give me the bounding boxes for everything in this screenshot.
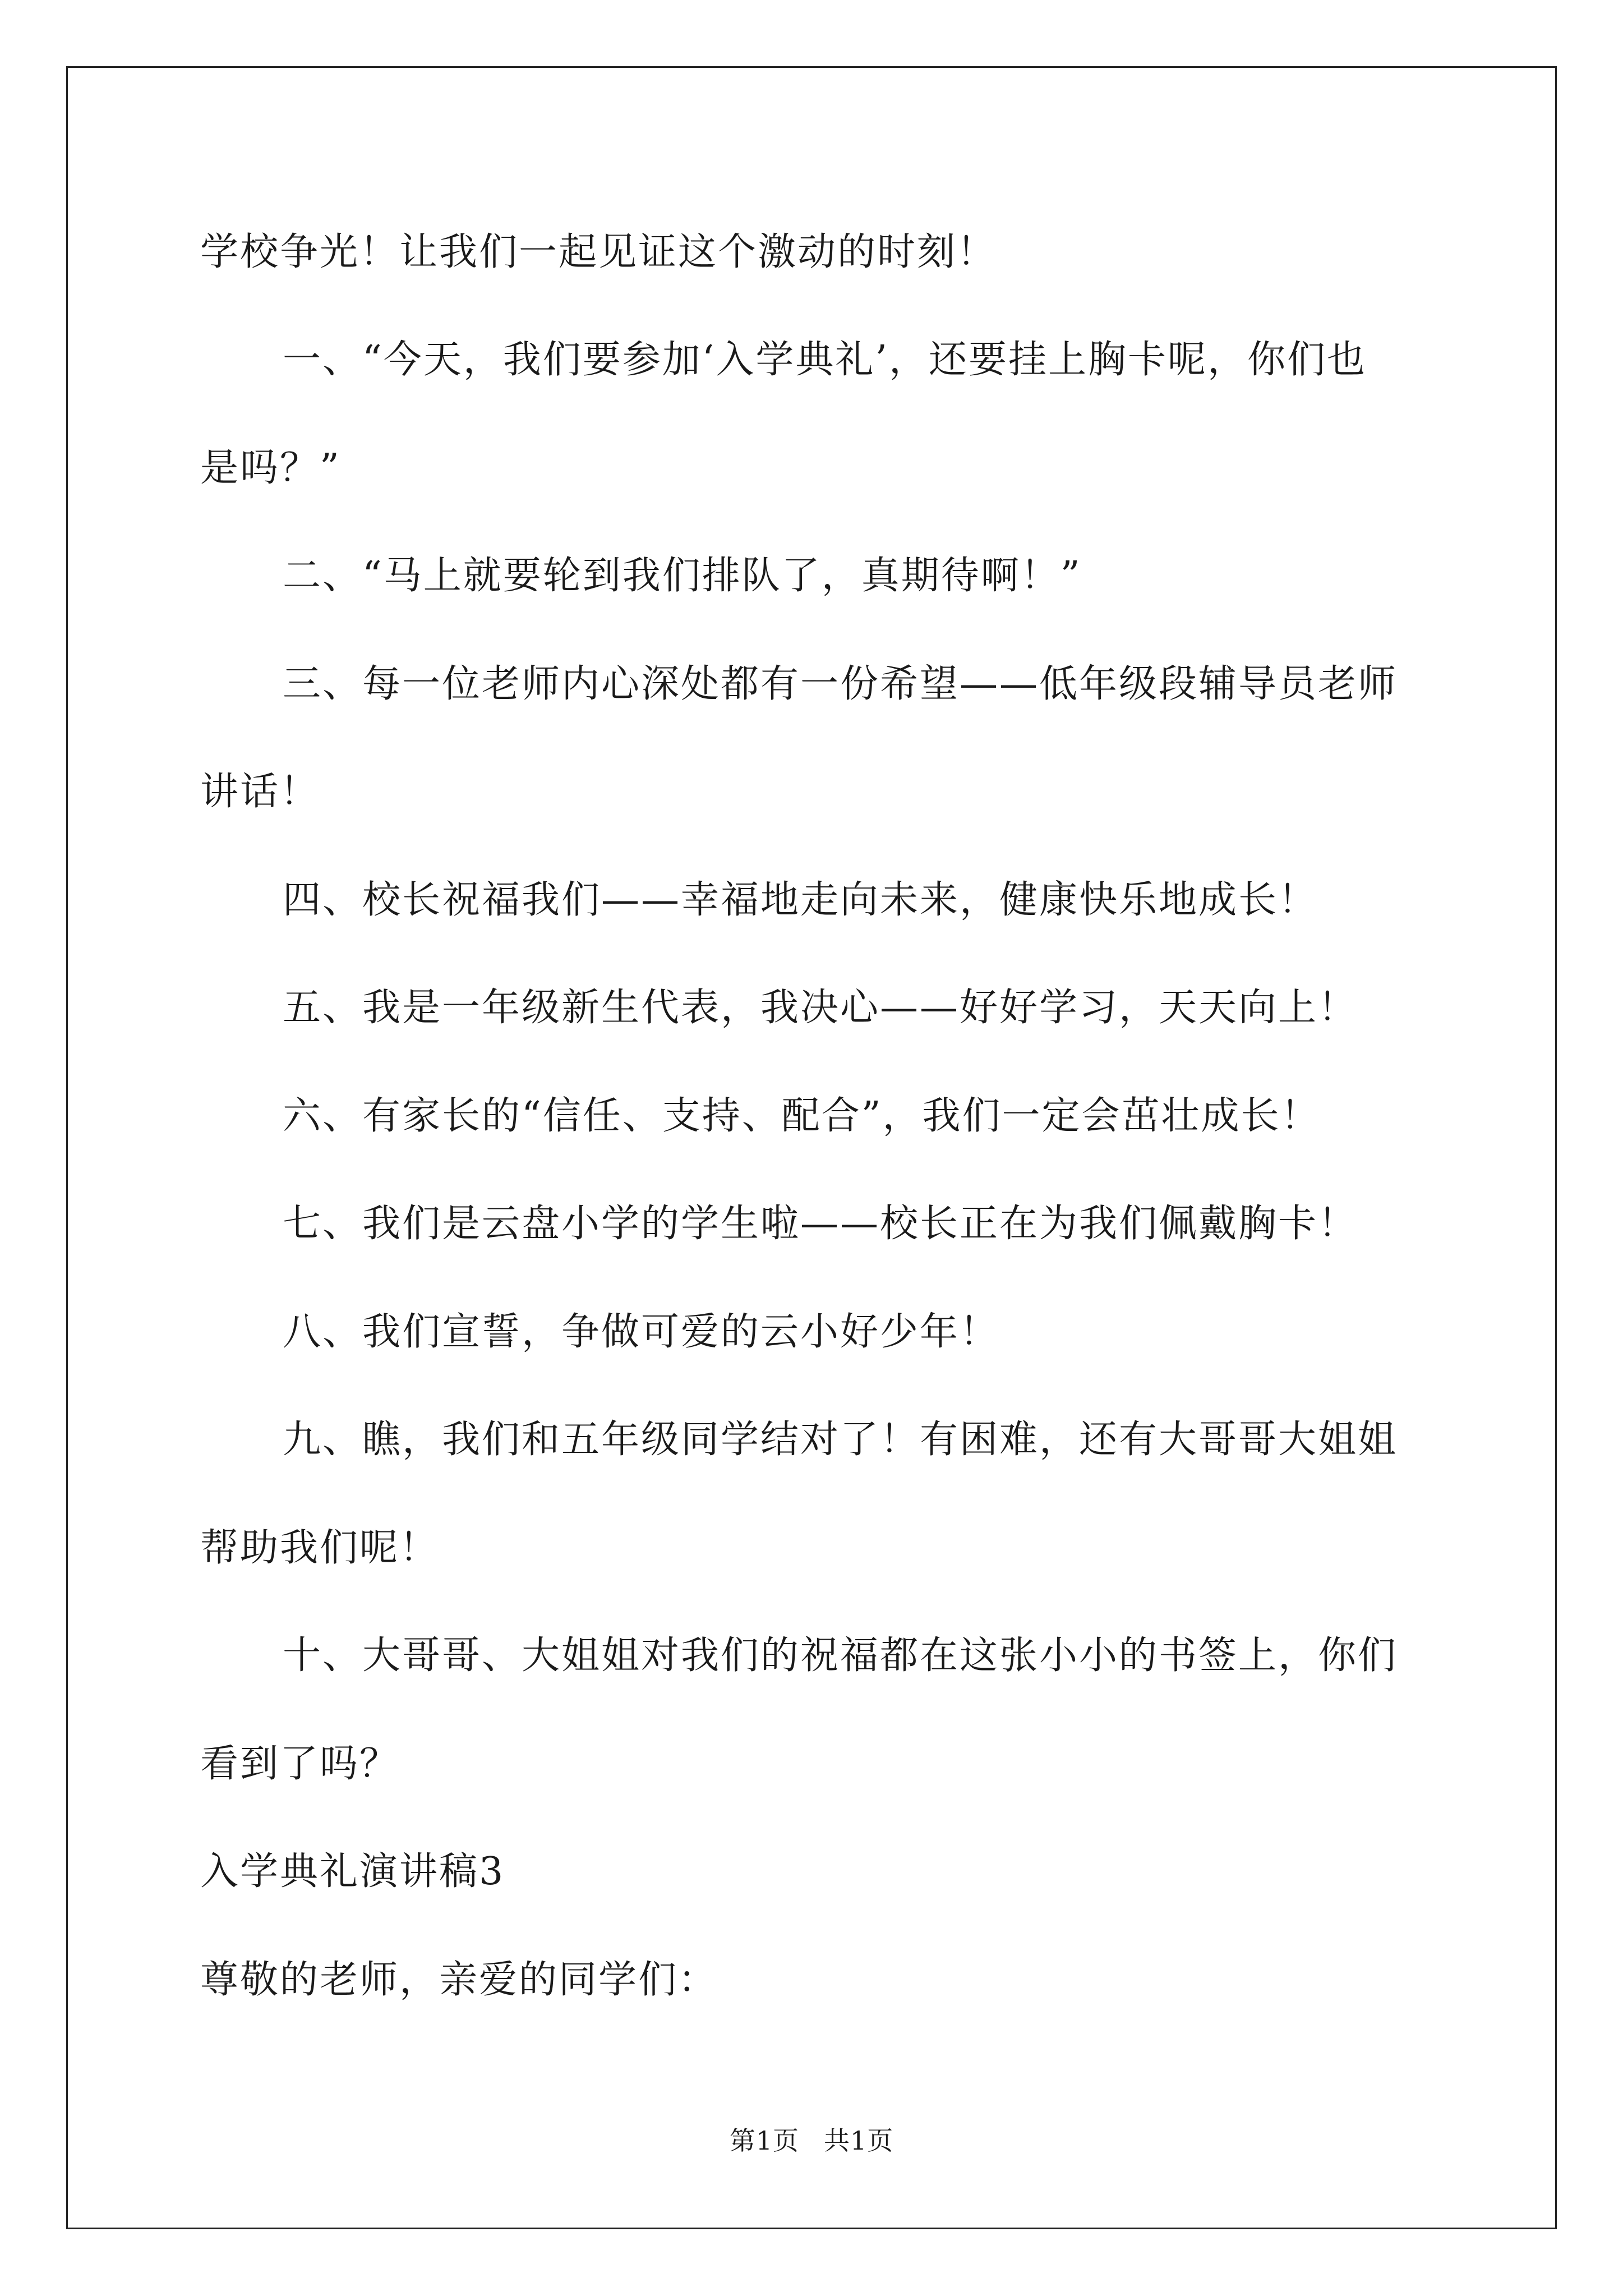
page-footer bbox=[0, 2125, 1623, 2156]
text-line: 看到了吗？ bbox=[200, 1742, 400, 1786]
text-line: 八、我们宣誓，争做可爱的云小好少年！ bbox=[283, 1310, 1000, 1354]
text-line: 尊敬的老师，亲爱的同学们： bbox=[200, 1958, 718, 2002]
text-line: 十、大哥哥、大姐姐对我们的祝福都在这张小小的书签上，你们 bbox=[283, 1634, 1398, 1678]
text-line: 四、校长祝福我们——幸福地走向未来，健康快乐地成长！ bbox=[283, 878, 1318, 922]
section-heading: 入学典礼演讲稿3 bbox=[200, 1849, 505, 1894]
page-number: 第1页 bbox=[729, 2125, 799, 2156]
text-line: 三、每一位老师内心深处都有一份希望——低年级段辅导员老师 bbox=[283, 662, 1398, 706]
text-line: 是吗？” bbox=[200, 446, 341, 490]
text-line: 六、有家长的“信任、支持、配合”，我们一定会茁壮成长！ bbox=[283, 1094, 1321, 1138]
text-line: 学校争光！让我们一起见证这个激动的时刻！ bbox=[200, 230, 997, 274]
text-line: 帮助我们呢！ bbox=[200, 1526, 440, 1570]
text-line: 一、“今天，我们要参加‘入学典礼’，还要挂上胸卡呢，你们也 bbox=[283, 338, 1367, 382]
text-line: 五、我是一年级新生代表，我决心——好好学习，天天向上！ bbox=[283, 986, 1358, 1030]
text-line: 二、“马上就要轮到我们排队了，真期待啊！” bbox=[283, 554, 1082, 598]
page-border bbox=[66, 66, 1557, 2229]
text-line: 讲话！ bbox=[200, 770, 320, 814]
text-line: 九、瞧，我们和五年级同学结对了！有困难，还有大哥哥大姐姐 bbox=[283, 1418, 1398, 1462]
text-line: 七、我们是云盘小学的学生啦——校长正在为我们佩戴胸卡！ bbox=[283, 1202, 1358, 1246]
page-total: 共1页 bbox=[824, 2125, 894, 2156]
